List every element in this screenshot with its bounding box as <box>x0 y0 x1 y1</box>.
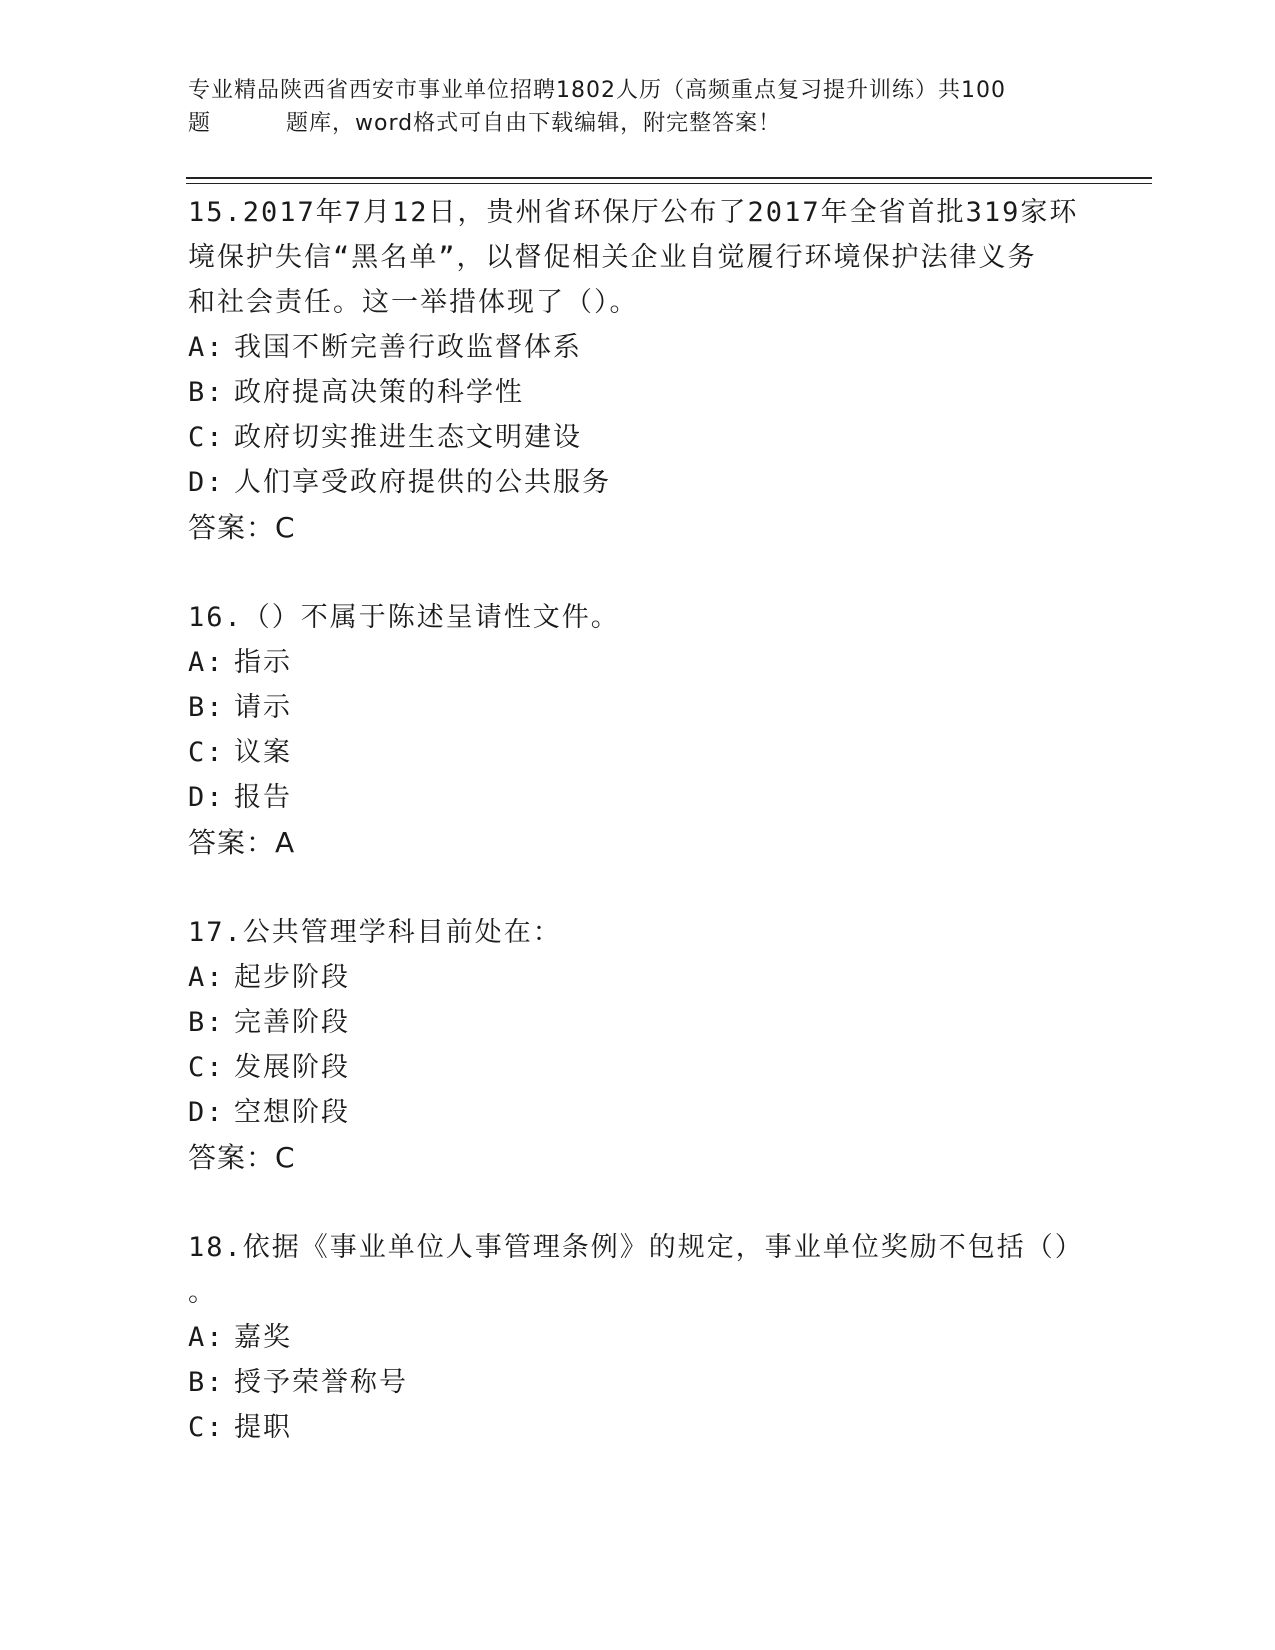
header-line-2 <box>188 107 1088 140</box>
option-a: A: 嘉奖 <box>188 1322 292 1353</box>
option-a: A: 我国不断完善行政监督体系 <box>188 332 582 363</box>
option-c: C: 发展阶段 <box>188 1052 350 1083</box>
document-header <box>188 74 1088 140</box>
header-line-1: 专业精品陕西省西安市事业单位招聘1802人历（高频重点复习提升训练）共100 <box>188 78 1006 103</box>
header-line-2-rest: 题库，word格式可自由下载编辑，附完整答案！ <box>286 111 782 136</box>
option-a: A: 指示 <box>188 647 292 678</box>
question-17 <box>188 910 1088 1180</box>
question-stem-line: 和社会责任。这一举措体现了（）。 <box>188 287 639 318</box>
question-18 <box>188 1225 1088 1450</box>
question-stem-line: 18.依据《事业单位人事管理条例》的规定，事业单位奖励不包括（） <box>188 1232 1084 1263</box>
answer-label: 答案：C <box>188 511 296 544</box>
option-b: B: 授予荣誉称号 <box>188 1367 408 1398</box>
question-stem-line: 境保护失信“黑名单”，以督促相关企业自觉履行环境保护法律义务 <box>188 242 1037 273</box>
option-b: B: 请示 <box>188 692 292 723</box>
question-16 <box>188 595 1088 865</box>
header-divider-thick <box>186 177 1152 179</box>
option-d: D: 空想阶段 <box>188 1097 350 1128</box>
question-15 <box>188 190 1088 550</box>
question-stem-line: 。 <box>188 1277 217 1308</box>
option-b: B: 完善阶段 <box>188 1007 350 1038</box>
option-a: A: 起步阶段 <box>188 962 350 993</box>
option-d: D: 报告 <box>188 782 292 813</box>
option-b: B: 政府提高决策的科学性 <box>188 377 524 408</box>
question-stem-line: 16.（）不属于陈述呈请性文件。 <box>188 602 620 633</box>
header-line-2-start: 题 <box>188 111 212 136</box>
answer-label: 答案：A <box>188 826 296 859</box>
question-list <box>188 190 1088 1450</box>
answer-label: 答案：C <box>188 1141 296 1174</box>
header-divider-thin <box>186 183 1152 184</box>
question-stem-line: 17.公共管理学科目前处在： <box>188 917 562 948</box>
option-c: C: 议案 <box>188 737 292 768</box>
option-c: C: 提职 <box>188 1412 292 1443</box>
option-c: C: 政府切实推进生态文明建设 <box>188 422 582 453</box>
question-stem-line: 15.2017年7月12日，贵州省环保厅公布了2017年全省首批319家环 <box>188 197 1079 228</box>
option-d: D: 人们享受政府提供的公共服务 <box>188 467 611 498</box>
